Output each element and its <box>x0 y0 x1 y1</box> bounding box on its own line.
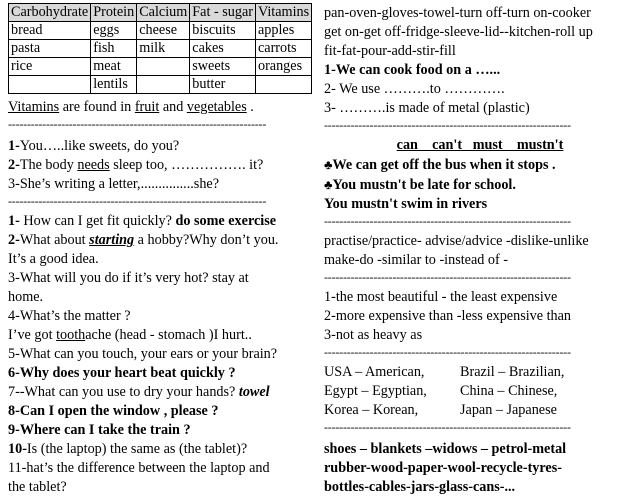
table-header-cell: Fat - sugar <box>190 4 256 22</box>
divider: ----------------------------------------------------------------- <box>324 345 571 359</box>
emphasized-word: starting <box>89 232 135 248</box>
table-cell: eggs <box>91 22 137 40</box>
modal-example-2 <box>324 175 636 195</box>
club-bullet-icon: ♣ <box>324 157 333 172</box>
nationality-item: Brazil – Brazilian, <box>460 364 565 380</box>
qa-line-12: 9-Where can I take the train ? <box>8 422 191 438</box>
item-text: You…..like sweets, do you? <box>19 138 180 154</box>
qa-line-14: 11-hat’s the difference between the laptop and <box>8 460 270 476</box>
table-cell <box>137 76 190 94</box>
vocab-line: pan-oven-gloves-towel-turn off-turn on-cooker <box>324 5 591 21</box>
nationality-row <box>324 363 636 382</box>
vocab-line: fit-fat-pour-add-stir-fill <box>324 43 456 59</box>
table-cell: meat <box>91 58 137 76</box>
qa-line-4: 3-What will you do if it’s very hot? stay at <box>8 270 249 286</box>
table-cell: sweets <box>190 58 256 76</box>
materials-line: rubber-wood-paper-wool-recycle-tyres- <box>324 460 562 476</box>
item-text: I’ve got <box>8 327 57 343</box>
qa-line-2 <box>8 231 312 250</box>
answer-text: do some exercise <box>175 213 277 229</box>
table-cell: butter <box>190 76 256 94</box>
table-cell <box>255 76 311 94</box>
table-header-cell: Carbohydrate <box>9 4 91 22</box>
modal-example-1 <box>324 155 636 175</box>
table-cell: apples <box>255 22 311 40</box>
materials-line: shoes – blankets –widows – petrol-metal <box>324 441 567 457</box>
table-cell: lentils <box>91 76 137 94</box>
divider: ----------------------------------------------------------------- <box>324 270 571 284</box>
left-column <box>8 0 312 497</box>
underlined-word: tooth <box>56 327 86 343</box>
modal-example-3: You mustn't swim in rivers <box>324 196 488 212</box>
tag-question-1 <box>8 137 312 156</box>
table-header-cell: Vitamins <box>255 4 311 22</box>
item-text: 7--What can you use to dry your hands? <box>8 384 239 400</box>
item-text: We can get off the bus when it stops . <box>332 157 556 173</box>
nationality-item: Japan – Japanese <box>460 402 557 418</box>
comparison-line: 3-not as heavy as <box>324 327 423 343</box>
qa-line-9: 6-Why does your heart beat quickly ? <box>8 365 236 381</box>
qa-line-3: It’s a good idea. <box>8 251 99 267</box>
underlined-word: vegetables <box>186 99 247 115</box>
table-cell: fish <box>91 40 137 58</box>
table-cell <box>137 58 190 76</box>
divider: ----------------------------------------------------------------- <box>324 118 571 132</box>
table-header-row <box>9 4 312 22</box>
qa-line-15: the tablet? <box>8 479 67 495</box>
divider: ----------------------------------------------------------------- <box>324 420 571 434</box>
nationality-item: USA – American, <box>324 364 425 380</box>
exercise-line-1: 1-We can cook food on a …... <box>324 62 501 78</box>
table-row <box>9 40 312 58</box>
table-cell: pasta <box>9 40 91 58</box>
item-text: a hobby?Why don’t you. <box>134 232 279 248</box>
tag-question-3: 3-She’s writing a letter,...............she? <box>8 176 220 192</box>
item-text: ache (head - stomach )I hurt.. <box>85 327 252 343</box>
word-pairs-line: practise/practice- advise/advice -dislike-unlike <box>324 233 589 249</box>
item-text: Is (the laptop) the same as (the tablet)? <box>26 441 248 457</box>
table-row <box>9 22 312 40</box>
text: and <box>159 99 187 115</box>
nationality-item: China – Chinese, <box>460 383 558 399</box>
qa-line-13 <box>8 440 312 459</box>
qa-line-8: 5-What can you touch, your ears or your brain? <box>8 346 278 362</box>
item-number: 2- <box>8 232 20 248</box>
table-cell: carrots <box>255 40 311 58</box>
comparison-line: 1-the most beautiful - the least expensive <box>324 289 558 305</box>
table-cell: bread <box>9 22 91 40</box>
item-text: What about <box>19 232 90 248</box>
food-groups-table <box>8 3 312 94</box>
qa-line-6: 4-What’s the matter ? <box>8 308 131 324</box>
item-text: The body <box>19 157 78 173</box>
table-cell: biscuits <box>190 22 256 40</box>
qa-line-1 <box>8 212 312 231</box>
item-text: How can I get fit quickly? <box>19 213 176 229</box>
divider: ----------------------------------------------------------------- <box>324 214 571 228</box>
tag-question-2 <box>8 156 312 175</box>
modals-heading: can can't must mustn't <box>396 137 564 153</box>
qa-line-11: 8-Can I open the window , please ? <box>8 403 219 419</box>
exercise-line-2: 2- We use ……….to …………. <box>324 81 505 97</box>
vocab-line: get on-get off-fridge-sleeve-lid--kitchen-roll up <box>324 24 593 40</box>
nationality-item: Korea – Korean, <box>324 402 419 418</box>
table-row <box>9 76 312 94</box>
qa-line-10 <box>8 383 312 402</box>
comparison-line: 2-more expensive than -less expensive than <box>324 308 572 324</box>
exercise-line-3: 3- ……….is made of metal (plastic) <box>324 100 530 116</box>
table-cell: oranges <box>255 58 311 76</box>
table-cell: cakes <box>190 40 256 58</box>
item-number: 2- <box>8 157 20 173</box>
right-column <box>324 0 636 497</box>
word-pairs-line: make-do -similar to -instead of - <box>324 252 508 268</box>
underlined-word: needs <box>77 157 110 173</box>
item-text: sleep too, ……………. it? <box>109 157 264 173</box>
item-number: 1- <box>8 138 20 154</box>
nationality-item: Egypt – Egyptian, <box>324 383 427 399</box>
table-cell: rice <box>9 58 91 76</box>
item-number: 1- <box>8 213 20 229</box>
vitamins-sentence <box>8 98 312 117</box>
nationality-row <box>324 401 636 420</box>
materials-line: bottles-cables-jars-glass-cans-... <box>324 479 516 495</box>
table-cell <box>9 76 91 94</box>
answer-text: towel <box>238 384 270 400</box>
text: . <box>246 99 254 115</box>
qa-line-7 <box>8 326 312 345</box>
text: are found in <box>59 99 135 115</box>
item-text: You mustn't be late for school. <box>332 177 516 193</box>
underlined-word: Vitamins <box>8 99 60 115</box>
table-header-cell: Protein <box>91 4 137 22</box>
club-bullet-icon: ♣ <box>324 177 333 192</box>
table-cell: milk <box>137 40 190 58</box>
underlined-word: fruit <box>134 99 160 115</box>
qa-line-5: home. <box>8 289 44 305</box>
nationality-row <box>324 382 636 401</box>
item-number: 10- <box>8 441 27 457</box>
table-header-cell: Calcium <box>137 4 190 22</box>
table-cell: cheese <box>137 22 190 40</box>
divider: -------------------------------------------------------------------- <box>8 194 267 208</box>
divider: -------------------------------------------------------------------- <box>8 117 267 131</box>
table-row <box>9 58 312 76</box>
